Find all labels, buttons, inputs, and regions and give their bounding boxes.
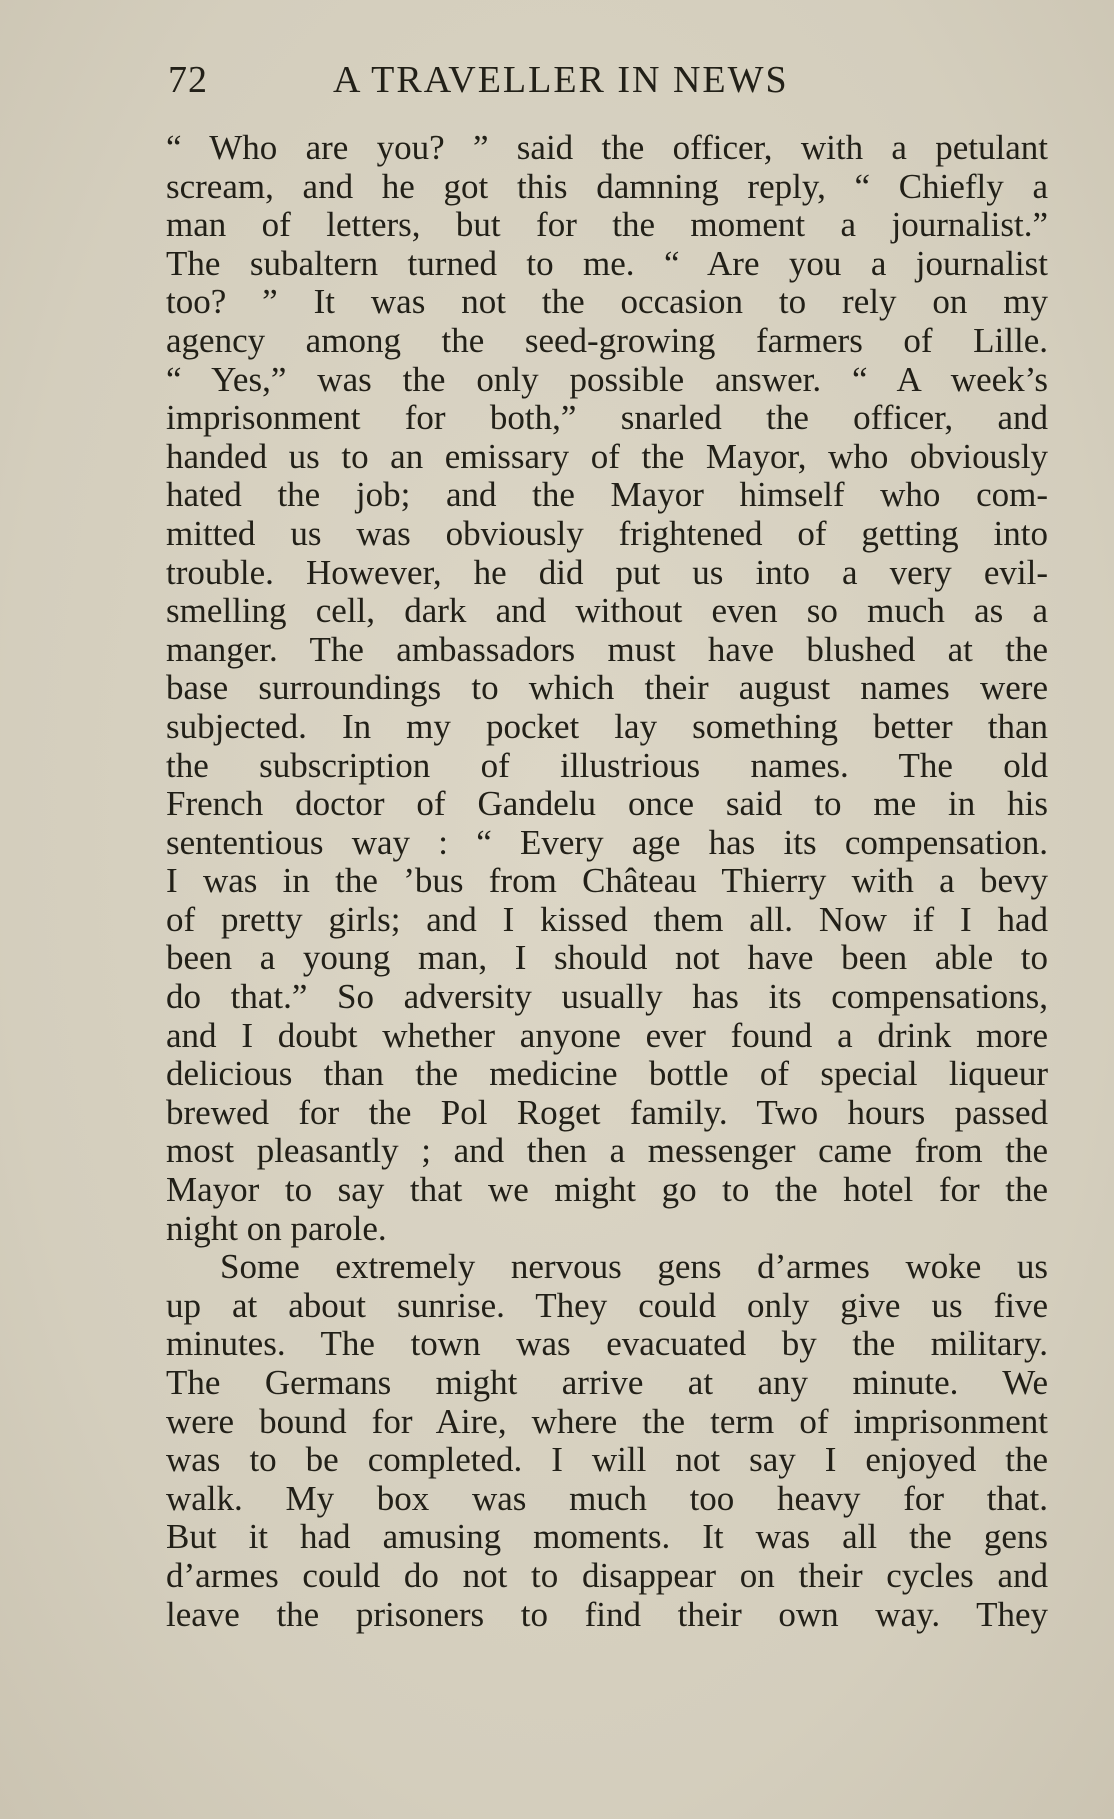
text-line: and I doubt whether anyone ever found a drink more <box>166 1015 1048 1055</box>
text-line: handed us to an emissary of the Mayor, who obviously <box>166 436 1048 476</box>
text-line: scream, and he got this damning reply, “ Chiefly a <box>166 166 1048 206</box>
text-line: “ Yes,” was the only possible answer. “ A week’s <box>166 359 1048 399</box>
text-line: mitted us was obviously frightened of getting into <box>166 513 1048 553</box>
text-line: Mayor to say that we might go to the hotel for the <box>166 1170 1048 1210</box>
text-line: “ Who are you? ” said the officer, with a petulant <box>166 128 1048 167</box>
text-line: night on parole. <box>166 1208 387 1248</box>
body-text <box>166 129 1048 1634</box>
text-line: trouble. However, he did put us into a very evil- <box>166 552 1048 592</box>
text-line: were bound for Aire, where the term of imprisonment <box>166 1401 1048 1441</box>
text-line: sententious way : “ Every age has its compensation. <box>166 822 1048 862</box>
text-line: French doctor of Gandelu once said to me in his <box>166 784 1048 824</box>
text-line: The Germans might arrive at any minute. We <box>166 1363 1048 1402</box>
text-line: imprisonment for both,” snarled the officer, and <box>166 398 1048 438</box>
text-line: man of letters, but for the moment a journalist.” <box>166 205 1048 245</box>
text-line: subjected. In my pocket lay something better than <box>166 706 1048 746</box>
text-line: too? ” It was not the occasion to rely on my <box>166 282 1048 322</box>
text-line: walk. My box was much too heavy for that. <box>166 1478 1048 1518</box>
text-line: I was in the ’bus from Château Thierry with a bevy <box>166 861 1048 901</box>
text-line: hated the job; and the Mayor himself who com- <box>166 475 1048 515</box>
text-line: manger. The ambassadors must have blushed at the <box>166 629 1048 669</box>
text-line: delicious than the medicine bottle of special liqueur <box>166 1054 1048 1094</box>
text-line: d’armes could do not to disappear on their cycles and <box>166 1555 1048 1595</box>
text-line: agency among the seed-growing farmers of Lille. <box>166 320 1048 360</box>
running-title: A TRAVELLER IN NEWS <box>333 59 789 101</box>
text-line: up at about sunrise. They could only give us five <box>166 1285 1048 1325</box>
text-line: But it had amusing moments. It was all the gens <box>166 1517 1048 1557</box>
page-number: 72 <box>168 59 208 101</box>
text-line: was to be completed. I will not say I enjoyed the <box>166 1440 1048 1480</box>
text-line: most pleasantly ; and then a messenger came from the <box>166 1131 1048 1171</box>
text-line: of pretty girls; and I kissed them all. Now if I had <box>166 899 1048 939</box>
text-line: been a young man, I should not have been able to <box>166 938 1048 978</box>
text-line: The subaltern turned to me. “ Are you a journalist <box>166 243 1048 283</box>
text-line: smelling cell, dark and without even so much as a <box>166 591 1048 631</box>
text-line: brewed for the Pol Roget family. Two hours passed <box>166 1092 1048 1132</box>
text-line: leave the prisoners to find their own way. They <box>166 1594 1048 1634</box>
page-header <box>168 58 888 102</box>
text-line: base surroundings to which their august names were <box>166 668 1048 708</box>
text-line: do that.” So adversity usually has its compensations, <box>166 977 1048 1017</box>
text-line: Some extremely nervous gens d’armes woke us <box>220 1247 1048 1287</box>
text-line: minutes. The town was evacuated by the military. <box>166 1324 1048 1364</box>
text-line: the subscription of illustrious names. The old <box>166 745 1048 785</box>
